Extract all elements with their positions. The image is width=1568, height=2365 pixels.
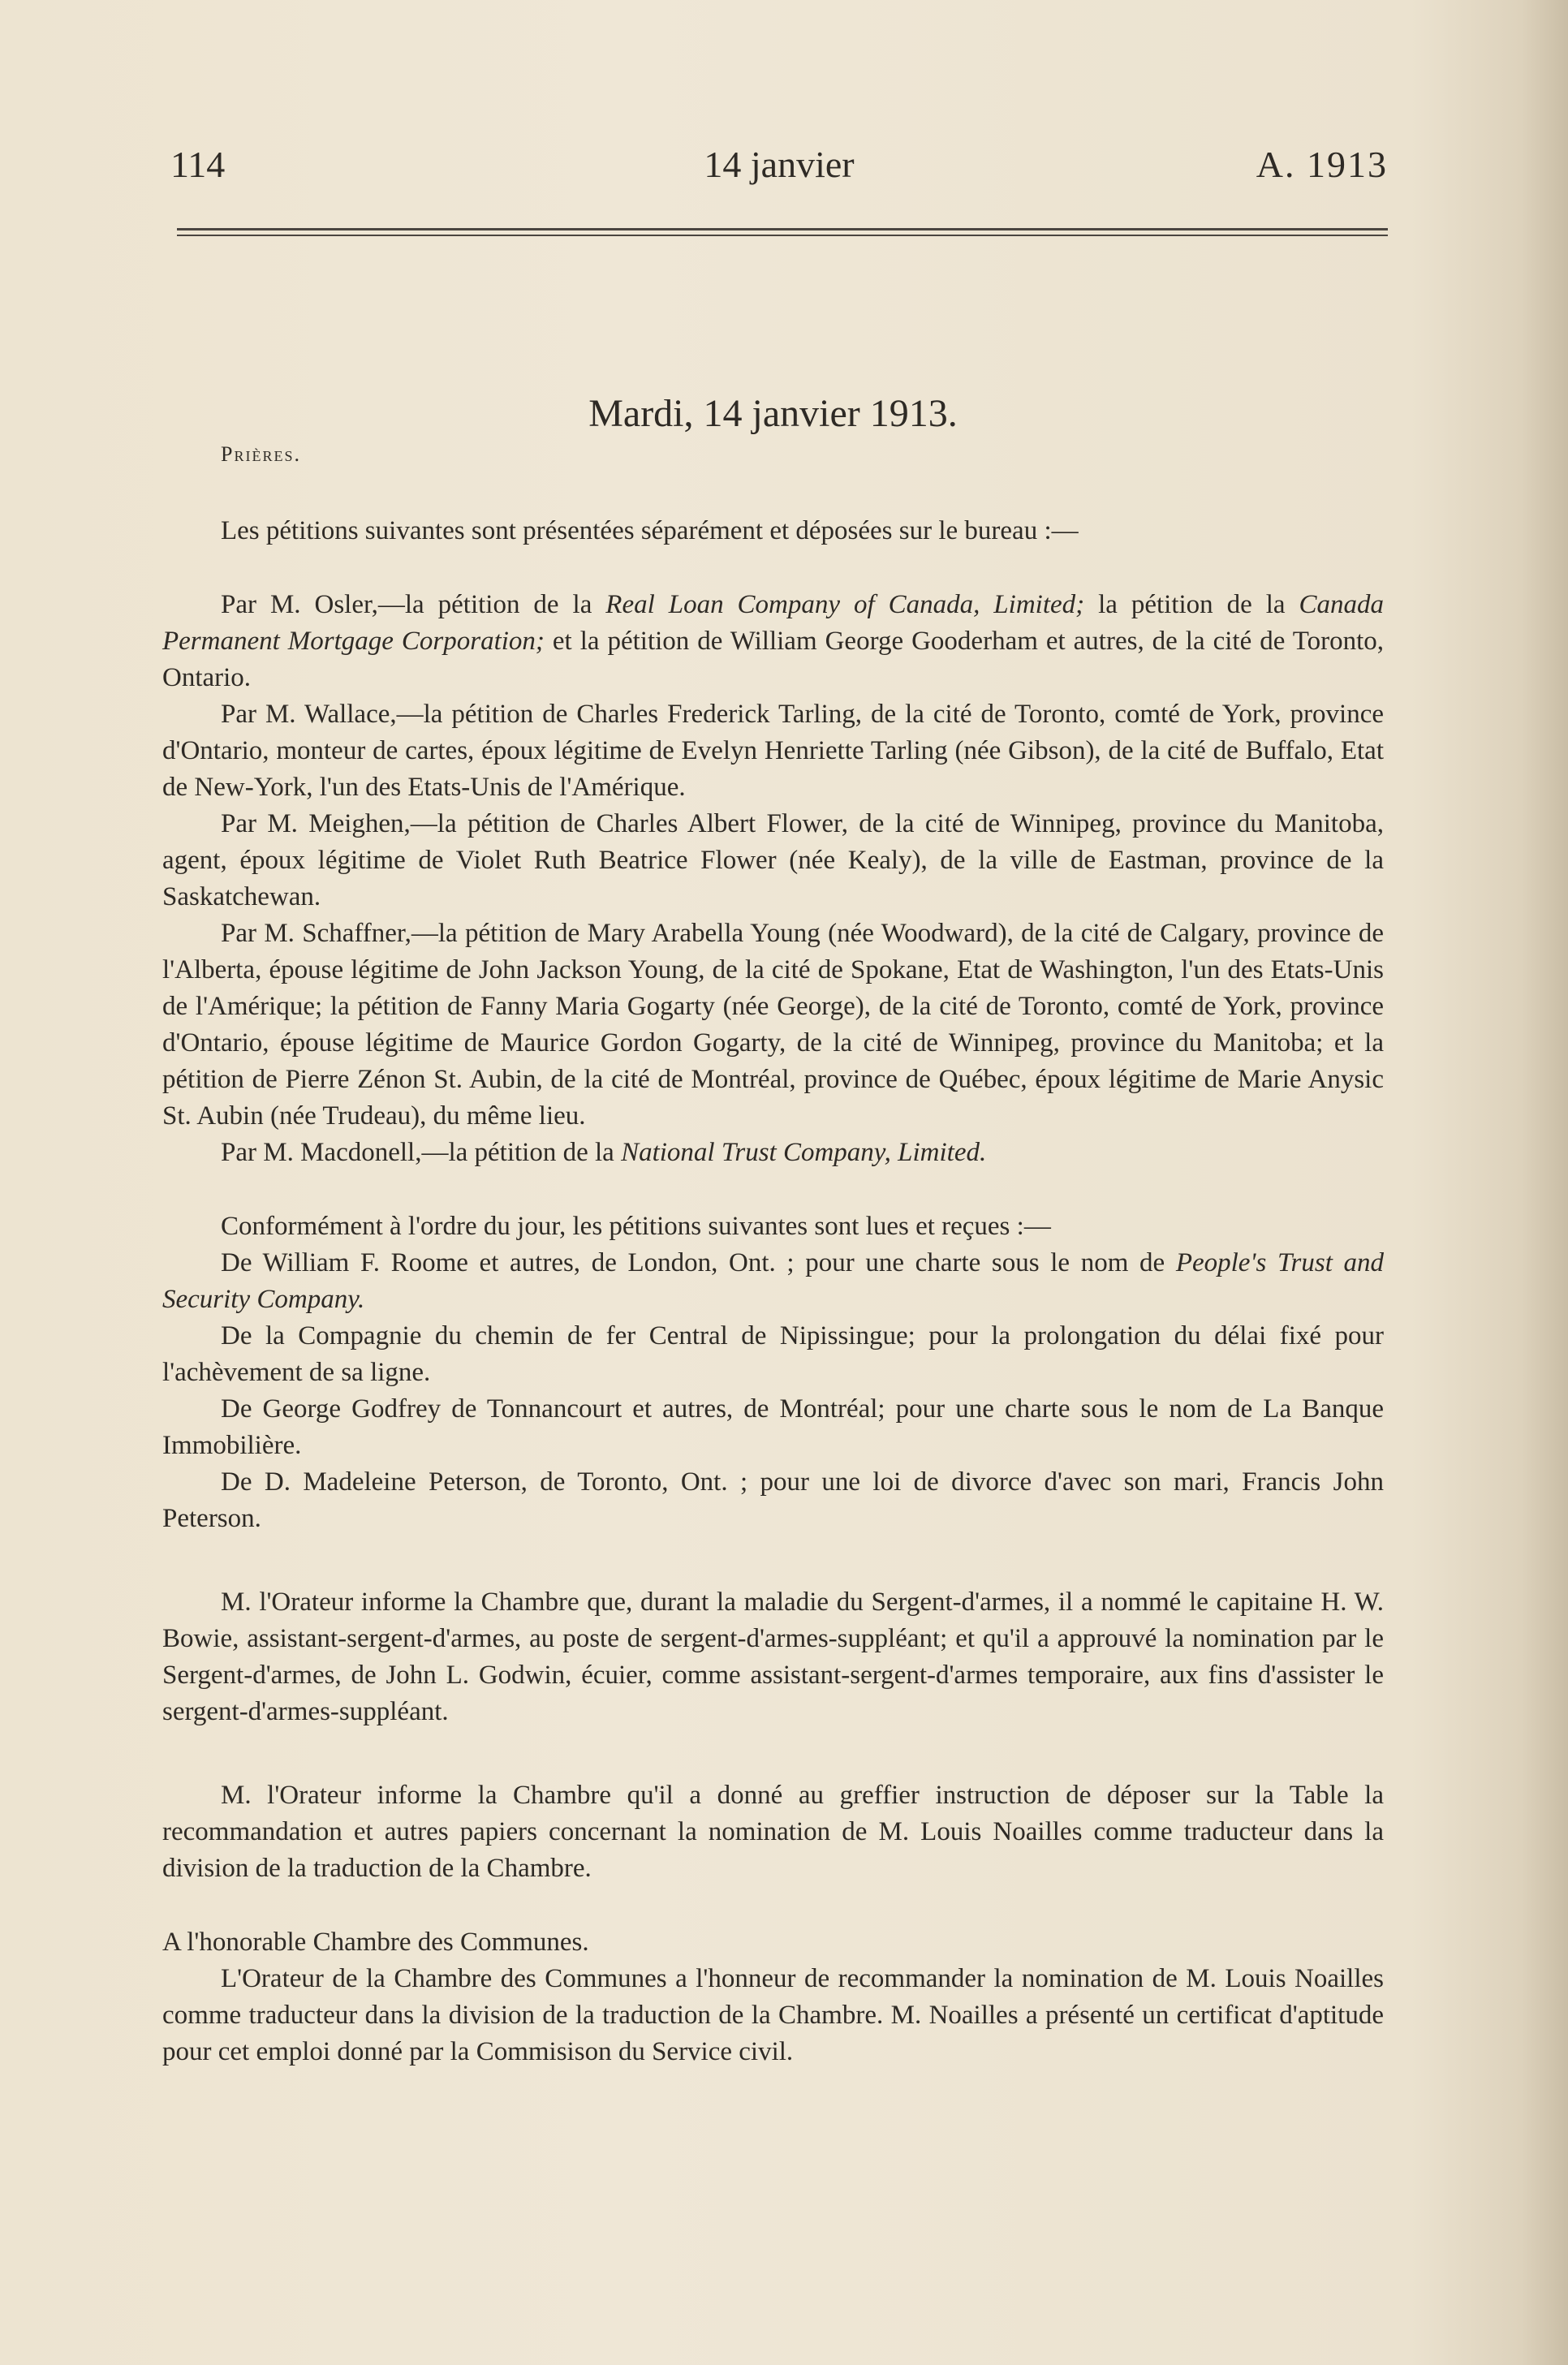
petition-macdonell [162, 1135, 1384, 1171]
header-rule-bottom [177, 235, 1388, 236]
spacer [162, 1887, 1384, 1924]
petition-roome-company: People's Trust and Security Company. [162, 1248, 1385, 1314]
petition-macdonell-text: Par M. Macdonell,—la pétition de la [221, 1138, 622, 1167]
spacer [162, 1171, 1384, 1208]
spacer [162, 549, 1384, 587]
spacer [162, 1730, 1384, 1777]
petition-meighen: Par M. Meighen,—la pétition de Charles Albert Flower, de la cité de Winnipeg, province du Manitoba, agent, époux légitime de Violet Ruth Beatrice Flower (née Kealy), de la ville de Eastman, province de la Saskatchewan. [162, 809, 1384, 911]
petition-osler [162, 587, 1384, 696]
recommendation-body: L'Orateur de la Chambre des Communes a l'honneur de recommander la nomination de M. Louis Noailles comme traducteur dans la division de la traduction de la Chambre. M. Noailles a présenté un certificat d'aptitude pour cet emploi donné par la Commisison du Service civil. [162, 1964, 1384, 2066]
petition-schaffner: Par M. Schaffner,—la pétition de Mary Arabella Young (née Woodward), de la cité de Calgary, province de l'Alberta, épouse légitime de John Jackson Young, de la cité de Spokane, Etat de Washington, l'un des Etats-Unis de l'Amérique; la pétition de Fanny Maria Gogarty (née George), de la cité de Toronto, comté de York, province d'Ontario, épouse légitime de Maurice Gordon Gogarty, de la cité de Winnipeg, province du Manitoba; et la pétition de Pierre Zénon St. Aubin, de la cité de Montréal, province de Québec, époux légitime de Marie Anysic St. Aubin (née Trudeau), du même lieu. [162, 919, 1384, 1131]
header-date: 14 janvier [704, 144, 855, 185]
petition-macdonell-company: National Trust Company, Limited. [621, 1138, 987, 1167]
address-line: A l'honorable Chambre des Communes. [162, 1928, 589, 1957]
petition-tonnancourt: De George Godfrey de Tonnancourt et autres, de Montréal; pour une charte sous le nom de La Banque Immobilière. [162, 1394, 1384, 1460]
petition-osler-text-2: la pétition de la [1084, 590, 1299, 619]
sitting-date-title: Mardi, 14 janvier 1913. [588, 392, 958, 435]
petition-wallace: Par M. Wallace,—la pétition de Charles Frederick Tarling, de la cité de Toronto, comté de York, province d'Ontario, monteur de cartes, époux légitime de Evelyn Henriette Tarling (née Gibson), de la cité de Buffalo, Etat de New-York, l'un des Etats-Unis de l'Amérique. [162, 700, 1384, 802]
petition-osler-company-1: Real Loan Company of Canada, Limited; [605, 590, 1085, 619]
document-body [162, 390, 1384, 2070]
header-year: A. 1913 [1256, 144, 1388, 185]
petitions-presented-intro: Les pétitions suivantes sont présentées séparément et déposées sur le bureau :— [221, 516, 1079, 545]
petition-roome [162, 1245, 1384, 1318]
petitions-read-intro: Conformément à l'ordre du jour, les pétitions suivantes sont lues et reçues :— [221, 1212, 1051, 1241]
petition-osler-company-2: Canada Permanent Mortgage Corporation; [162, 590, 1384, 656]
petition-osler-text-3: et la pétition de William George Gooderham et autres, de la cité de Toronto, Ontario. [162, 627, 1384, 692]
petition-osler-text: Par M. Osler,—la pétition de la [221, 590, 606, 619]
running-header [170, 143, 1388, 192]
petition-nipissingue: De la Compagnie du chemin de fer Central de Nipissingue; pour la prolongation du délai fixé pour l'achèvement de sa ligne. [162, 1321, 1384, 1387]
prayers-heading: Prières. [221, 442, 301, 466]
spacer [162, 1537, 1384, 1584]
speaker-clerk-notice: M. l'Orateur informe la Chambre qu'il a donné au greffier instruction de déposer sur la Table la recommandation et autres papiers concernant la nomination de M. Louis Noailles comme traducteur dans la division de la traduction de la Chambre. [162, 1781, 1384, 1883]
page-number: 114 [170, 144, 226, 185]
speaker-sergeant-notice: M. l'Orateur informe la Chambre que, durant la maladie du Sergent-d'armes, il a nommé le capitaine H. W. Bowie, assistant-sergent-d'armes, au poste de sergent-d'armes-suppléant; et qu'il a approuvé la nomination par le Sergent-d'armes, de John L. Godwin, écuier, comme assistant-sergent-d'armes temporaire, aux fins d'assister le sergent-d'armes-suppléant. [162, 1587, 1384, 1726]
petition-peterson: De D. Madeleine Peterson, de Toronto, Ont. ; pour une loi de divorce d'avec son mari, Francis John Peterson. [162, 1467, 1384, 1533]
petition-roome-text: De William F. Roome et autres, de London, Ont. ; pour une charte sous le nom de [221, 1248, 1176, 1277]
header-rule-top [177, 228, 1388, 230]
